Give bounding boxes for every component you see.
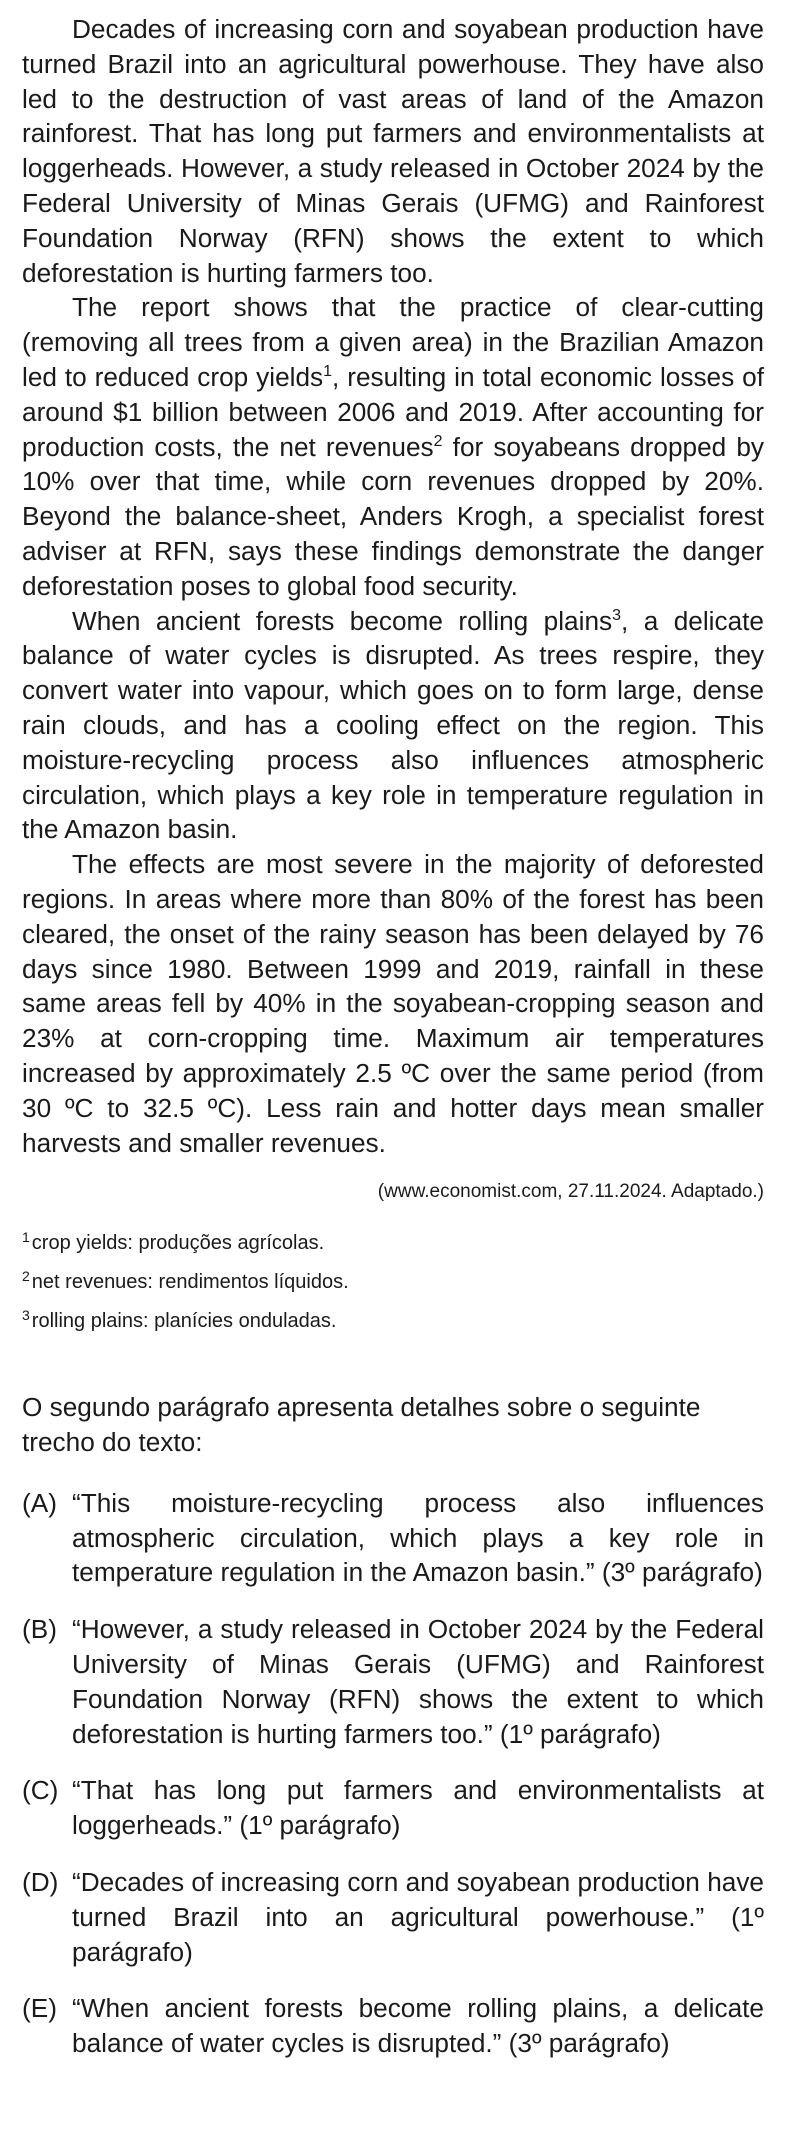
footnote-number-2: 2 bbox=[22, 1268, 30, 1285]
exam-page bbox=[22, 12, 764, 2083]
paragraph-2-text-part-2: , resulting in total economic losses of around $1 billion between 2006 and 2019. After accounting for production costs, the net revenues bbox=[22, 361, 764, 462]
footnote-2 bbox=[22, 1269, 764, 1295]
footnote-3 bbox=[22, 1308, 764, 1334]
option-c[interactable] bbox=[22, 1773, 764, 1843]
article-paragraph-3 bbox=[22, 604, 764, 848]
option-letter-a: (A) bbox=[22, 1487, 57, 1518]
footnote-number-3: 3 bbox=[22, 1307, 30, 1324]
option-letter-c: (C) bbox=[22, 1775, 59, 1806]
option-letter-e: (E) bbox=[22, 1993, 57, 2024]
footnote-1 bbox=[22, 1230, 764, 1256]
option-text-e: “When ancient forests become rolling plains, a delicate balance of water cycles is disrupted.” (3º parágrafo) bbox=[72, 1993, 764, 2059]
footnote-marker-3: 3 bbox=[612, 606, 622, 624]
footnotes bbox=[22, 1230, 764, 1334]
option-text-c: “That has long put farmers and environmentalists at loggerheads.” (1º parágrafo) bbox=[72, 1775, 764, 1841]
article-paragraph-1 bbox=[22, 12, 764, 290]
option-text-a: “This moisture-recycling process also influences atmospheric circulation, which plays a key role in temperature regulation in the Amazon basin.” (3º parágrafo) bbox=[72, 1487, 764, 1588]
answer-options bbox=[22, 1486, 764, 2061]
option-letter-b: (B) bbox=[22, 1614, 57, 1645]
footnote-number-1: 1 bbox=[22, 1229, 30, 1246]
option-b[interactable] bbox=[22, 1612, 764, 1751]
footnote-text-1: crop yields: produções agrícolas. bbox=[31, 1232, 325, 1255]
paragraph-2-text-part-1: The report shows that the practice of clear-cutting (removing all trees from a given area) in the Brazilian Amazon led to reduced crop yields bbox=[22, 292, 764, 392]
paragraph-2-text-part-3: for soyabeans dropped by 10% over that time, while corn revenues dropped by 20%. Beyond the balance-sheet, Anders Krogh, a specialist forest adviser at RFN, says these findings demonstrate the danger deforestation poses to global food security. bbox=[22, 431, 764, 601]
footnote-marker-1: 1 bbox=[323, 362, 333, 380]
option-e[interactable] bbox=[22, 1991, 764, 2061]
option-text-d: “Decades of increasing corn and soyabean production have turned Brazil into an agricultural powerhouse.” (1º parágrafo) bbox=[72, 1867, 764, 1967]
option-letter-d: (D) bbox=[22, 1867, 59, 1898]
option-d[interactable] bbox=[22, 1865, 764, 1969]
paragraph-3-text-part-2: , a delicate balance of water cycles is disrupted. As trees respire, they convert water into vapour, which goes on to form large, dense rain clouds, and has a cooling effect on the region. This moisture-recycling process also influences atmospheric circulation, which plays a key role in temperature regulation in the Amazon basin. bbox=[22, 605, 764, 845]
paragraph-1-text: Decades of increasing corn and soyabean production have turned Brazil into an agricultural powerhouse. They have also led to the destruction of vast areas of land of the Amazon rainforest. That has long put farmers and environmentalists at loggerheads. However, a study released in October 2024 by the Federal University of Minas Gerais (UFMG) and Rainforest Foundation Norway (RFN) shows the extent to which deforestation is hurting farmers too. bbox=[22, 14, 764, 288]
footnote-text-3: rolling plains: planícies onduladas. bbox=[31, 1310, 337, 1333]
article-paragraph-2 bbox=[22, 290, 764, 603]
paragraph-3-text-part-1: When ancient forests become rolling plains bbox=[72, 605, 613, 636]
article-text bbox=[22, 12, 764, 1160]
paragraph-4-text: The effects are most severe in the majority of deforested regions. In areas where more than 80% of the forest has been cleared, the onset of the rainy season has been delayed by 76 days since 1980. Between 1999 and 2019, rainfall in these same areas fell by 40% in the soyabean-cropping season and 23% at corn-cropping time. Maximum air temperatures increased by approximately 2.5 ºC over the same period (from 30 ºC to 32.5 ºC). Less rain and hotter days mean smaller harvests and smaller revenues. bbox=[22, 849, 764, 1158]
article-source: (www.economist.com, 27.11.2024. Adaptado.) bbox=[377, 1181, 764, 1203]
footnote-text-2: net revenues: rendimentos líquidos. bbox=[31, 1271, 349, 1294]
option-a[interactable] bbox=[22, 1486, 764, 1590]
article-paragraph-4 bbox=[22, 847, 764, 1160]
option-text-b: “However, a study released in October 2024 by the Federal University of Minas Gerais (UFMG) and Rainforest Foundation Norway (RFN) shows the extent to which deforestation is hurting farmers too.” (1º parágrafo) bbox=[72, 1614, 764, 1749]
question-prompt: O segundo parágrafo apresenta detalhes sobre o seguinte trecho do texto: bbox=[22, 1392, 701, 1458]
footnote-marker-2: 2 bbox=[433, 432, 443, 450]
